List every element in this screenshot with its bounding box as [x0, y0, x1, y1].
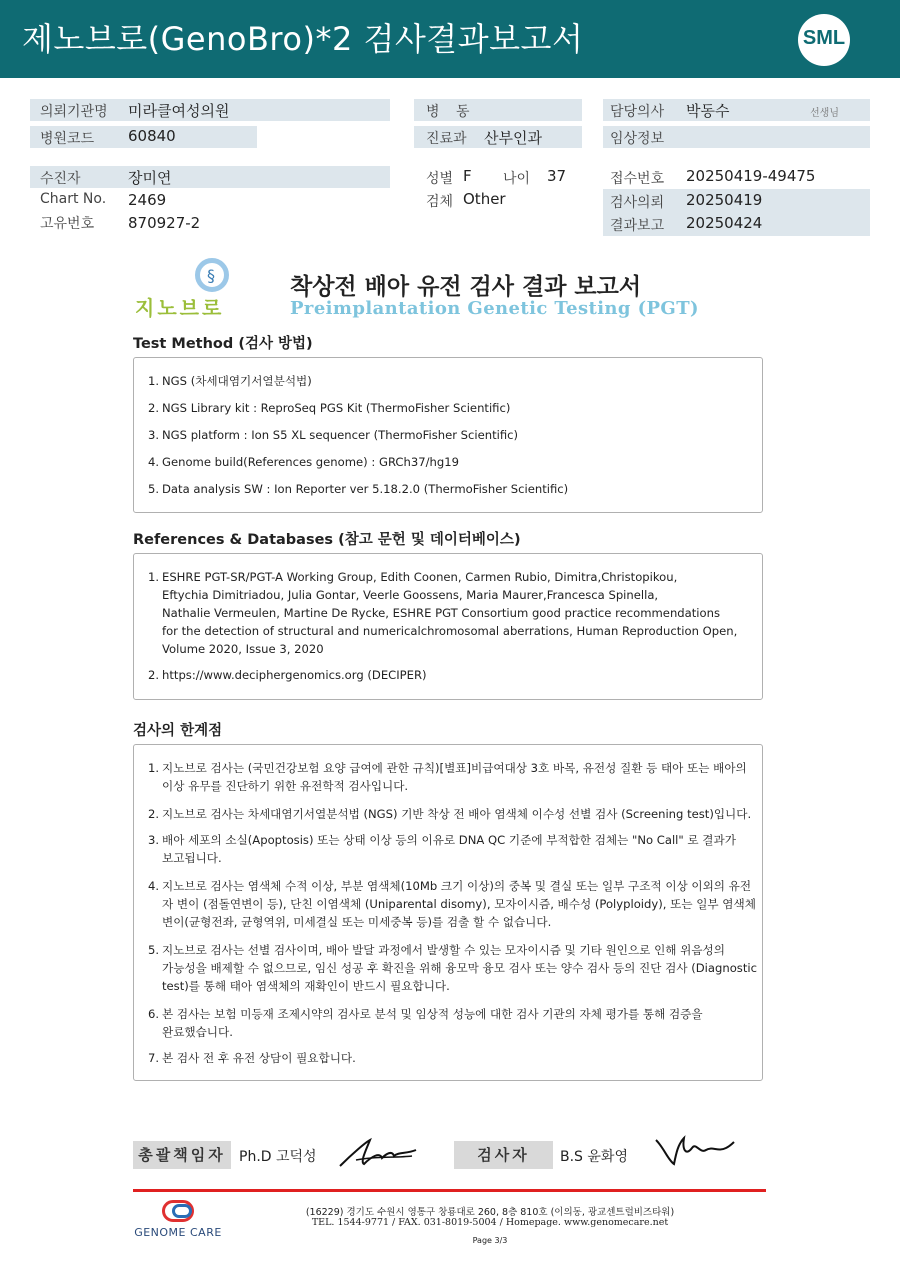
- report-date-label: 결과보고: [610, 218, 665, 234]
- specimen-value: Other: [463, 190, 506, 208]
- doctor-value: 박동수: [686, 102, 730, 120]
- receipt-no-label: 접수번호: [610, 171, 665, 187]
- list-item-text: 본 검사 전 후 유전 상담이 필요합니다.: [162, 1051, 356, 1065]
- sml-logo: [798, 14, 850, 66]
- references-box: [133, 553, 763, 700]
- list-item-text: 변이(균형전좌, 균형역위, 미세결실 또는 미세중복 등)를 검출 할 수 없습니다.: [162, 915, 552, 929]
- doctor-suffix: 선생님: [810, 108, 839, 119]
- list-item-text: for the detection of structural and numericalchromosomal aberrations, Human Reproduction Open,: [162, 624, 738, 638]
- unique-id-label: 고유번호: [40, 216, 95, 232]
- department-value: 산부인과: [484, 129, 542, 147]
- institution-label: 의뢰기관명: [40, 104, 108, 120]
- list-item-text: 지노브로 검사는 차세대염기서열분석법 (NGS) 기반 착상 전 배아 염색체 이수성 선별 검사 (Screening test)입니다.: [162, 807, 752, 821]
- list-item-text: NGS Library kit : ReproSeq PGS Kit (ThermoFisher Scientific): [162, 401, 511, 415]
- genobro-logo: [133, 258, 253, 320]
- report-title-korean: 착상전 배아 유전 검사 결과 보고서: [290, 274, 642, 300]
- list-item-number: 5.: [148, 943, 160, 957]
- list-item-number: 2.: [148, 807, 160, 821]
- list-item-text: Data analysis SW : Ion Reporter ver 5.18.2.0 (ThermoFisher Scientific): [162, 482, 569, 496]
- list-item-text: ESHRE PGT-SR/PGT-A Working Group, Edith Coonen, Carmen Rubio, Dimitra,Christopikou,: [162, 570, 678, 584]
- clinical-info-label: 임상정보: [610, 131, 665, 147]
- unique-id-value: 870927-2: [128, 214, 201, 232]
- list-item-number: 4.: [148, 455, 160, 469]
- genome-care-mark-inner-icon: [172, 1204, 192, 1218]
- patient-value: 장미연: [128, 169, 172, 187]
- receipt-no-value: 20250419-49475: [686, 167, 816, 185]
- age-value: 37: [547, 167, 567, 185]
- list-item-text: NGS platform : Ion S5 XL sequencer (ThermoFisher Scientific): [162, 428, 519, 442]
- references-title: References & Databases (참고 문헌 및 데이터베이스): [133, 532, 521, 548]
- department-label: 진료과: [426, 131, 467, 147]
- sex-value: F: [463, 167, 472, 185]
- list-item-text: Eftychia Dimitriadou, Julia Gontar, Veerle Goossens, Maria Maurer,Francesca Spinella,: [162, 588, 659, 602]
- footer-address: (16229) 경기도 수원시 영통구 창룡대로 260, 8층 810호 (이의동, 광교센트럴비즈타워): [305, 1207, 675, 1218]
- report-header-title: 제노브로(GenoBro)*2 검사결과보고서: [22, 20, 584, 58]
- patient-row-bg: [30, 166, 390, 188]
- sml-logo-text: SML: [802, 27, 846, 49]
- doctor-label: 담당의사: [610, 104, 665, 120]
- list-item-text: Volume 2020, Issue 3, 2020: [162, 642, 324, 656]
- genome-care-logo: [128, 1200, 228, 1244]
- list-item-text: 자 변이 (점돌연변이 등), 단친 이염색체 (Uniparental disomy), 모자이시즘, 배수성 (Polyploidy), 또는 일부 염색체: [162, 897, 756, 911]
- ward-label: 병 동: [426, 104, 476, 120]
- genobro-logo-text: 지노브로: [135, 296, 225, 320]
- list-item-text: test)를 통해 태아 염색체의 재확인이 반드시 필요합니다.: [162, 979, 450, 993]
- request-date-value: 20250419: [686, 191, 763, 209]
- institution-value: 미라클여성의원: [128, 102, 230, 120]
- list-item-text: 완료했습니다.: [162, 1025, 233, 1039]
- age-label: 나이: [503, 171, 531, 187]
- director-name: Ph.D 고덕성: [239, 1149, 317, 1165]
- report-date-value: 20250424: [686, 214, 763, 232]
- sex-label: 성별: [426, 171, 454, 187]
- list-item-text: 이상 유무를 진단하기 위한 유전학적 검사입니다.: [162, 779, 409, 793]
- list-item-number: 1.: [148, 374, 160, 388]
- page-number: Page 3/3: [472, 1236, 508, 1245]
- list-item-text: 보고됩니다.: [162, 851, 222, 865]
- list-item-text: 지노브로 검사는 (국민건강보험 요양 급여에 관한 규칙)[별표]비급여대상 3호 바목, 유전성 질환 등 태아 또는 배아의: [162, 761, 747, 775]
- list-item-text: 본 검사는 보험 미등재 조제시약의 검사로 분석 및 임상적 성능에 대한 검사 기관의 자체 평가를 통해 검증을: [162, 1007, 703, 1021]
- request-date-label: 검사의뢰: [610, 195, 665, 211]
- list-item-number: 1.: [148, 570, 160, 584]
- specimen-label: 검체: [426, 194, 454, 210]
- list-item-text: 지노브로 검사는 선별 검사이며, 배아 발달 과정에서 발생할 수 있는 모자이시즘 및 기타 원인으로 인해 위음성의: [162, 943, 725, 957]
- report-title-english: Preimplantation Genetic Testing (PGT): [290, 298, 699, 319]
- list-item-number: 2.: [148, 401, 160, 415]
- examiner-label: 검사자: [454, 1141, 553, 1169]
- genome-care-logo-text: GENOME CARE: [134, 1226, 222, 1239]
- list-item-text: NGS (차세대염기서열분석법): [162, 374, 312, 388]
- list-item-number: 3.: [148, 428, 160, 442]
- list-item-number: 5.: [148, 482, 160, 496]
- list-item-number: 6.: [148, 1007, 160, 1021]
- hospital-code-value: 60840: [128, 127, 176, 145]
- list-item-text: 배아 세포의 소실(Apoptosis) 또는 상태 이상 등의 이유로 DNA QC 기준에 부적합한 검체는 "No Call" 로 결과가: [162, 833, 736, 847]
- limitations-box: [133, 744, 763, 1081]
- patient-label: 수진자: [40, 171, 81, 187]
- chart-no-value: 2469: [128, 191, 167, 209]
- test-method-title: Test Method (검사 방법): [133, 336, 313, 352]
- list-item-text: Genome build(References genome) : GRCh37/hg19: [162, 455, 459, 469]
- director-label: 총괄책임자: [133, 1141, 231, 1169]
- dna-icon: §: [207, 266, 215, 285]
- list-item-text: https://www.deciphergenomics.org (DECIPER): [162, 668, 427, 682]
- examiner-signature: [652, 1130, 736, 1170]
- director-signature: [336, 1132, 420, 1172]
- chart-no-label: Chart No.: [40, 191, 107, 207]
- list-item-number: 2.: [148, 668, 160, 682]
- footer-contact: TEL. 1544-9771 / FAX. 031-8019-5004 / Homepage. www.genomecare.net: [311, 1217, 669, 1228]
- footer-rule: [133, 1189, 766, 1192]
- examiner-name: B.S 윤화영: [560, 1149, 628, 1165]
- list-item-text: 가능성을 배제할 수 없으므로, 임신 성공 후 확진을 위해 융모막 융모 검사 또는 양수 검사 등의 진단 검사 (Diagnostic: [162, 961, 757, 975]
- test-method-box: [133, 357, 763, 513]
- list-item-number: 1.: [148, 761, 160, 775]
- list-item-number: 4.: [148, 879, 160, 893]
- hospital-code-label: 병원코드: [40, 131, 95, 147]
- list-item-text: Nathalie Vermeulen, Martine De Rycke, ESHRE PGT Consortium good practice recommendations: [162, 606, 720, 620]
- list-item-number: 3.: [148, 833, 160, 847]
- limitations-title: 검사의 한계점: [133, 723, 223, 739]
- list-item-text: 지노브로 검사는 염색체 수적 이상, 부분 염색체(10Mb 크기 이상)의 중복 및 결실 또는 일부 구조적 이상 이외의 유전: [162, 879, 752, 893]
- list-item-number: 7.: [148, 1051, 160, 1065]
